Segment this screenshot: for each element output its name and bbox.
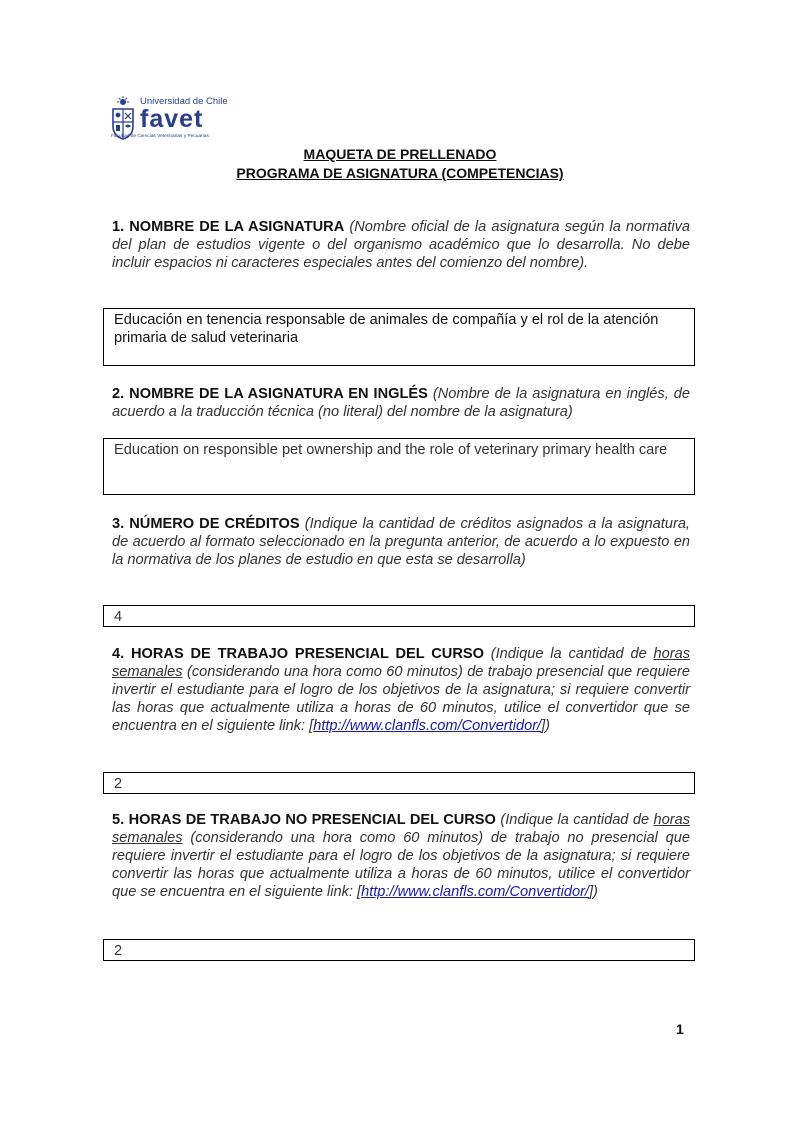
weekly-hours-underlined: horas semanales bbox=[112, 646, 691, 680]
section-heading: NOMBRE DE LA ASIGNATURA bbox=[129, 219, 345, 235]
section-1 bbox=[112, 218, 690, 272]
section-heading: HORAS DE TRABAJO PRESENCIAL DEL CURSO bbox=[130, 646, 484, 662]
description-part: ]) bbox=[588, 884, 598, 900]
favet-brand: favet bbox=[140, 105, 204, 133]
converter-link[interactable]: http://www.clanfls.com/Convertidor/ bbox=[361, 884, 589, 900]
section-2 bbox=[112, 385, 690, 421]
university-name: Universidad de Chile bbox=[140, 96, 228, 107]
university-logo bbox=[110, 94, 240, 146]
weekly-hours-underlined: horas semanales bbox=[112, 812, 691, 846]
section-number: 5. bbox=[112, 812, 125, 828]
section-heading: HORAS DE TRABAJO NO PRESENCIAL DEL CURSO bbox=[128, 812, 496, 828]
section-3 bbox=[112, 515, 690, 569]
answer-box-1[interactable] bbox=[103, 308, 695, 366]
answer-text: Education on responsible pet ownership and the role of veterinary primary health care bbox=[114, 442, 668, 458]
section-heading: NOMBRE DE LA ASIGNATURA EN INGLÉS bbox=[129, 386, 428, 402]
section-5 bbox=[112, 811, 690, 901]
answer-text: 2 bbox=[114, 943, 123, 959]
section-heading: NÚMERO DE CRÉDITOS bbox=[129, 516, 300, 532]
answer-text: 2 bbox=[114, 776, 123, 792]
section-number: 4. bbox=[112, 646, 125, 662]
description-part: (Indique la cantidad de bbox=[490, 646, 647, 662]
section-description: (Nombre oficial de la asignatura según la normativa del plan de estudios vigente o del organismo académico que lo desarrolla. No debe incluir espacios ni caracteres especiales antes del comienzo del nombre). bbox=[112, 219, 690, 271]
section-4 bbox=[112, 645, 690, 735]
document-subtitle: PROGRAMA DE ASIGNATURA (COMPETENCIAS) bbox=[236, 165, 564, 181]
answer-box-5[interactable] bbox=[103, 939, 695, 961]
page-number: 1 bbox=[676, 1021, 684, 1037]
section-description: (Indique la cantidad de créditos asignados a la asignatura, de acuerdo al formato seleccionado en la pregunta anterior, de acuerdo a lo expuesto en la normativa de los planes de estudio en que esta se desarrolla) bbox=[112, 516, 690, 568]
section-number: 3. bbox=[112, 516, 125, 532]
answer-box-4[interactable] bbox=[103, 772, 695, 794]
converter-link[interactable]: http://www.clanfls.com/Convertidor/ bbox=[313, 718, 542, 734]
answer-box-3[interactable] bbox=[103, 605, 695, 627]
section-number: 1. bbox=[112, 219, 125, 235]
document-title: MAQUETA DE PRELLENADO bbox=[303, 146, 497, 162]
description-part: ]) bbox=[541, 718, 551, 734]
description-part: (Indique la cantidad de bbox=[500, 812, 650, 828]
description-part: (considerando una hora como 60 minutos) de trabajo presencial que requiere invertir el estudiante para el logro de los objetivos de la asignatura; si requiere convertir las horas que actualmente utiliza a horas de 60 minutos, utilice el convertidor que se encuentra en el siguiente link: [ bbox=[112, 664, 690, 734]
description-part: (considerando una hora como 60 minutos) de trabajo no presencial que requiere invertir el estudiante para el logro de los objetivos de la asignatura; si requiere convertir las horas que actualmente utiliza a horas de 60 minutos, utilice el convertidor que se encuentra en el siguiente link: [ bbox=[112, 830, 690, 900]
answer-text: 4 bbox=[114, 609, 123, 625]
answer-box-2[interactable] bbox=[103, 438, 695, 495]
section-number: 2. bbox=[112, 386, 125, 402]
section-description: (Nombre de la asignatura en inglés, de acuerdo a la traducción técnica (no literal) del nombre de la asignatura) bbox=[112, 386, 690, 420]
answer-text: Educación en tenencia responsable de animales de compañía y el rol de la atención primaria de salud veterinaria bbox=[114, 312, 659, 346]
faculty-name: Facultad de Ciencias Veterinarias y Pecuarias bbox=[111, 134, 209, 139]
